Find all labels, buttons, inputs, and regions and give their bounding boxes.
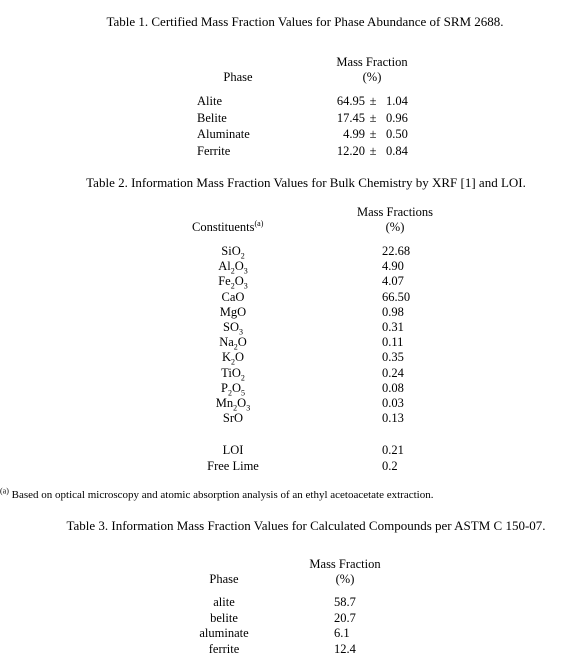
formula-subscript: 2: [231, 357, 235, 367]
formula-subscript: 2: [233, 342, 238, 352]
formula-subscript: 3: [243, 266, 248, 276]
table2-extra-value: 0.21: [382, 443, 404, 457]
table1-unc-cell: 1.04: [386, 94, 408, 108]
formula-base: Al: [218, 259, 231, 274]
formula-base: Mn: [215, 396, 234, 410]
table3-value-header-line1: Mass Fraction: [309, 557, 381, 571]
table3-phase-header: Phase: [209, 572, 239, 586]
formula-subscript: 2: [230, 281, 235, 291]
formula-rest: O: [235, 350, 245, 365]
table2-formula-cell: [219, 335, 247, 350]
table2-extra-value: 0.2: [382, 458, 398, 473]
table2-formula-cell: [223, 320, 243, 335]
formula-rest: O: [234, 274, 244, 289]
table1-unc-cell: 0.96: [386, 110, 408, 125]
table3-phase-cell: ferrite: [208, 641, 240, 656]
table3-value-cell: 58.7: [334, 595, 356, 609]
table1-pm-cell: ±: [369, 143, 377, 158]
table2-formula-cell: [221, 244, 244, 259]
table2-formula-cell: [220, 305, 246, 320]
formula-base: Na: [219, 335, 234, 350]
table2-value-cell: 22.68: [382, 244, 411, 258]
table2-constituents-header: [192, 220, 263, 235]
formula-subscript: 2: [230, 266, 235, 276]
table2-value-cell: 4.90: [382, 259, 404, 274]
table1-phase-cell: Aluminate: [197, 127, 250, 141]
table2-formula-cell: [218, 274, 248, 289]
table3-value-cell: 20.7: [334, 610, 356, 625]
table2-value-cell: 0.13: [382, 411, 404, 426]
table1-pm-cell: ±: [369, 94, 377, 108]
table3-value-header-line2: (%): [335, 572, 355, 586]
table3-value-cell: 12.4: [334, 641, 356, 656]
formula-base: SrO: [222, 411, 244, 426]
table2-value-cell: 0.35: [382, 350, 404, 365]
formula-rest: O: [231, 380, 241, 395]
table1-value-cell: 64.95: [336, 94, 365, 108]
table1-value-cell: 4.99: [343, 127, 365, 141]
formula-base: TiO: [221, 365, 241, 380]
table2-value-cell: 66.50: [382, 289, 411, 304]
table2-extra-label: Free Lime: [207, 458, 259, 473]
footnote: [0, 488, 433, 503]
table3-phase-cell: aluminate: [199, 626, 249, 640]
table2-value-cell: 0.98: [382, 304, 404, 319]
table1-phase-cell: Belite: [197, 110, 227, 125]
table1-phase-cell: Ferrite: [197, 143, 231, 158]
table2-value-cell: 0.03: [382, 396, 404, 410]
footnote-marker: (a): [0, 486, 9, 496]
table2-value-cell: 0.11: [382, 335, 404, 350]
table3-phase-cell: alite: [213, 595, 235, 609]
table2-formula-cell: [222, 290, 245, 305]
formula-subscript: 3: [243, 281, 248, 291]
formula-rest: O: [237, 335, 247, 350]
table3-phase-cell: belite: [210, 610, 238, 625]
table1-phase-header: Phase: [223, 70, 253, 84]
formula-base: MgO: [219, 304, 247, 319]
table1-value-header-line2: (%): [362, 70, 382, 84]
table1-unc-cell: 0.84: [386, 143, 408, 158]
formula-base: K: [221, 350, 231, 365]
table2-extra-label: LOI: [222, 443, 244, 457]
formula-base: SiO: [221, 244, 241, 258]
formula-subscript: 5: [240, 388, 245, 398]
table1-value-cell: 12.20: [336, 143, 365, 158]
table2-value-header-line1: Mass Fractions: [356, 205, 434, 219]
constituents-header-note: (a): [254, 218, 264, 228]
table1-pm-cell: ±: [369, 127, 377, 141]
table3-value-cell: 6.1: [334, 626, 350, 640]
formula-base: Fe: [218, 274, 231, 289]
table3-caption: Table 3. Information Mass Fraction Values for Calculated Compounds per ASTM C 150-07.: [66, 518, 546, 533]
formula-base: SO: [223, 320, 239, 334]
table1-pm-cell: ±: [369, 110, 377, 125]
formula-subscript: 2: [240, 251, 245, 261]
formula-rest: O: [234, 259, 244, 274]
table2-formula-cell: [221, 366, 245, 381]
table1-value-cell: 17.45: [336, 110, 365, 125]
table1-caption: Table 1. Certified Mass Fraction Values for Phase Abundance of SRM 2688.: [106, 14, 504, 29]
constituents-header-text: Constituents: [192, 220, 255, 234]
table2-value-header-line2: (%): [385, 220, 405, 234]
formula-subscript: 3: [246, 403, 251, 413]
table1-phase-cell: Alite: [197, 94, 222, 108]
table2-formula-cell: [223, 411, 243, 426]
table2-value-cell: 4.07: [382, 274, 404, 289]
formula-subscript: 2: [233, 403, 238, 413]
formula-subscript: 3: [238, 327, 243, 337]
table2-caption: Table 2. Information Mass Fraction Values for Bulk Chemistry by XRF [1] and LOI.: [86, 175, 526, 190]
formula-rest: O: [237, 396, 247, 410]
formula-subscript: 2: [227, 388, 232, 398]
table2-formula-cell: [222, 350, 244, 365]
table2-formula-cell: [216, 396, 250, 411]
formula-subscript: 2: [240, 373, 245, 383]
footnote-text: Based on optical microscopy and atomic absorption analysis of an ethyl acetoacetate extraction.: [8, 489, 434, 501]
table1-value-header-line1: Mass Fraction: [336, 55, 408, 69]
table1-unc-cell: 0.50: [386, 127, 408, 141]
table2-formula-cell: [221, 381, 245, 396]
table2-value-cell: 0.31: [382, 320, 404, 334]
formula-base: CaO: [221, 289, 245, 304]
formula-base: P: [221, 380, 228, 395]
table2-value-cell: 0.08: [382, 380, 404, 395]
table2-value-cell: 0.24: [382, 365, 404, 380]
table2-formula-cell: [218, 259, 248, 274]
